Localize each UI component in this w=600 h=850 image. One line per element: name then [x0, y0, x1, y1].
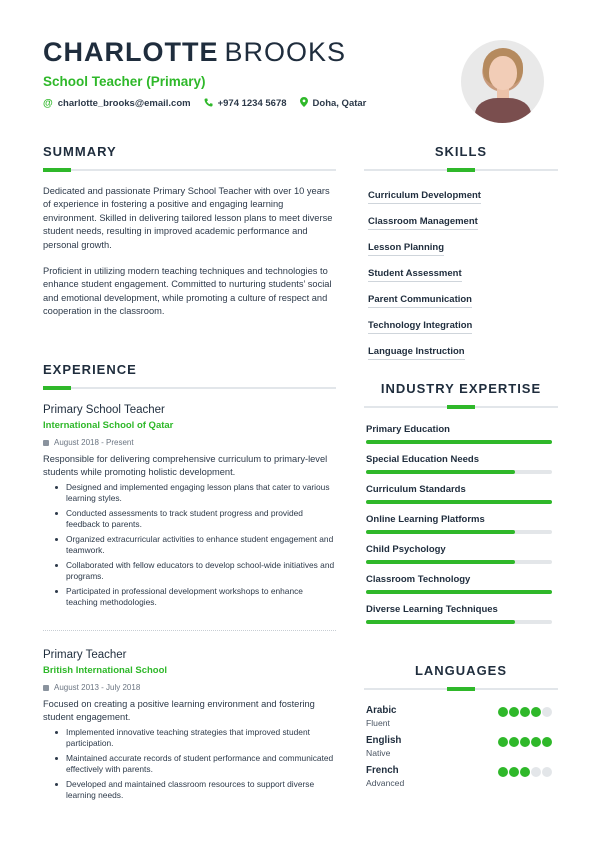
skill-item: Technology Integration — [368, 315, 558, 341]
skills-title: SKILLS — [434, 144, 488, 159]
skill-item: Classroom Management — [368, 211, 558, 237]
language-name: Arabic — [366, 705, 397, 716]
languages-list — [364, 705, 558, 788]
job-title: Primary School Teacher — [43, 404, 165, 416]
expertise-item — [366, 514, 558, 534]
skill-item: Student Assessment — [368, 263, 558, 289]
expertise-name: Online Learning Platforms — [366, 514, 485, 525]
expertise-title: INDUSTRY EXPERTISE — [380, 381, 542, 396]
expertise-item — [366, 604, 558, 624]
expertise-bar — [366, 590, 552, 594]
expertise-name: Curriculum Standards — [366, 484, 466, 495]
phone-icon — [204, 98, 213, 110]
summary-title: SUMMARY — [43, 144, 117, 159]
expertise-bar — [366, 500, 552, 504]
expertise-item — [366, 424, 558, 444]
language-info — [366, 735, 401, 758]
expertise-name: Child Psychology — [366, 544, 446, 555]
skill-item: Lesson Planning — [368, 237, 558, 263]
job-bullets — [43, 482, 336, 608]
rating-dot — [498, 737, 508, 747]
language-name: French — [366, 765, 399, 776]
skills-list — [364, 185, 558, 367]
language-level: Fluent — [366, 718, 390, 728]
rating-dot — [542, 737, 552, 747]
summary-divider — [43, 169, 336, 171]
expertise-bar — [366, 560, 552, 564]
language-item — [366, 705, 558, 728]
summary-section — [43, 144, 336, 319]
rating-dot — [520, 707, 530, 717]
job-entry — [43, 649, 336, 801]
first-name: CHARLOTTE — [43, 37, 219, 67]
job-bullet: Designed and implemented engaging lesson plans that cater to various learning styles. — [53, 482, 336, 504]
language-level: Advanced — [366, 778, 405, 788]
skills-divider — [364, 169, 558, 171]
calendar-icon — [43, 685, 49, 691]
skill-item: Curriculum Development — [368, 185, 558, 211]
location-contact — [300, 97, 367, 110]
job-bullet: Organized extracurricular activities to enhance student engagement and teamwork. — [53, 534, 336, 556]
expertise-list — [364, 424, 558, 624]
pin-icon — [300, 97, 308, 110]
rating-dot — [509, 767, 519, 777]
calendar-icon — [43, 440, 49, 446]
experience-divider — [43, 387, 336, 389]
expertise-item — [366, 484, 558, 504]
language-info — [366, 765, 404, 788]
rating-dot — [531, 767, 541, 777]
expertise-bar-fill — [366, 440, 552, 444]
rating-dot — [520, 767, 530, 777]
candidate-name — [43, 36, 463, 68]
skills-section — [364, 144, 558, 367]
rating-dot — [531, 707, 541, 717]
expertise-section — [364, 381, 558, 634]
rating-dot — [542, 767, 552, 777]
resume-header — [43, 36, 463, 110]
experience-title: EXPERIENCE — [43, 362, 137, 377]
expertise-divider — [364, 406, 558, 408]
job-dates: August 2013 - July 2018 — [43, 683, 336, 692]
expertise-name: Classroom Technology — [366, 574, 471, 585]
languages-divider — [364, 688, 558, 690]
job-role: School Teacher (Primary) — [43, 74, 206, 89]
language-rating — [497, 707, 552, 728]
contact-info — [43, 97, 463, 110]
email-contact[interactable] — [43, 97, 191, 110]
expertise-item — [366, 574, 558, 594]
phone-contact[interactable] — [204, 97, 287, 110]
languages-title: LANGUAGES — [414, 663, 508, 678]
language-rating — [497, 737, 552, 758]
rating-dot — [498, 707, 508, 717]
phone-text: +974 1234 5678 — [217, 98, 287, 109]
expertise-bar-fill — [366, 560, 515, 564]
expertise-bar — [366, 470, 552, 474]
photo-face — [489, 56, 517, 90]
job-bullet: Participated in professional development workshops to enhance teaching methodologies. — [53, 586, 336, 608]
language-item — [366, 735, 558, 758]
job-bullets — [43, 727, 336, 801]
job-entry — [43, 404, 336, 608]
expertise-bar-fill — [366, 590, 552, 594]
photo-shirt — [475, 98, 531, 123]
expertise-bar — [366, 620, 552, 624]
language-info — [366, 705, 397, 728]
language-rating — [497, 767, 552, 788]
job-company: International School of Qatar — [43, 420, 174, 431]
expertise-bar-fill — [366, 530, 515, 534]
job-title: Primary Teacher — [43, 649, 127, 661]
job-bullet: Developed and maintained classroom resources to support diverse learning needs. — [53, 779, 336, 801]
job-separator — [43, 630, 336, 631]
job-bullet: Maintained accurate records of student performance and communicated effectively with parents. — [53, 753, 336, 775]
at-icon: @ — [43, 98, 53, 109]
expertise-name: Special Education Needs — [366, 454, 479, 465]
languages-section — [364, 663, 558, 795]
job-bullet: Implemented innovative teaching strategies that improved student participation. — [53, 727, 336, 749]
skill-item: Language Instruction — [368, 341, 558, 367]
expertise-bar — [366, 530, 552, 534]
expertise-item — [366, 454, 558, 474]
email-text: charlotte_brooks@email.com — [57, 98, 191, 109]
job-bullet: Collaborated with fellow educators to develop school-wide initiatives and programs. — [53, 560, 336, 582]
expertise-bar-fill — [366, 470, 515, 474]
rating-dot — [498, 767, 508, 777]
expertise-item — [366, 544, 558, 564]
experience-section — [43, 362, 336, 805]
location-text: Doha, Qatar — [312, 98, 367, 109]
expertise-bar-fill — [366, 500, 552, 504]
expertise-bar-fill — [366, 620, 515, 624]
rating-dot — [531, 737, 541, 747]
language-name: English — [366, 735, 402, 746]
job-company: British International School — [43, 665, 168, 676]
expertise-name: Primary Education — [366, 424, 450, 435]
expertise-bar — [366, 440, 552, 444]
last-name: BROOKS — [224, 37, 347, 67]
job-description: Focused on creating a positive learning environment and fostering student engagement. — [43, 699, 315, 722]
summary-paragraph-2: Proficient in utilizing modern teaching techniques and technologies to enhance student engagement. Committed to nurturing students’ social and emotional development, while promoting a culture of respect and cooperation in the classroom. — [43, 266, 332, 317]
rating-dot — [542, 707, 552, 717]
job-bullet: Conducted assessments to track student progress and provided feedback to parents. — [53, 508, 336, 530]
skill-item: Parent Communication — [368, 289, 558, 315]
summary-paragraph-1: Dedicated and passionate Primary School Teacher with over 10 years of experience in fostering a positive and engaging learning environment. Skilled in delivering tailored lesson plans to meet diverse student needs, resulting in improved academic performance and personal growth. — [43, 186, 333, 250]
language-item — [366, 765, 558, 788]
rating-dot — [520, 737, 530, 747]
expertise-name: Diverse Learning Techniques — [366, 604, 498, 615]
language-level: Native — [366, 748, 391, 758]
rating-dot — [509, 707, 519, 717]
rating-dot — [509, 737, 519, 747]
profile-photo — [461, 40, 544, 123]
job-dates: August 2018 - Present — [43, 438, 336, 447]
job-description: Responsible for delivering comprehensive curriculum to primary-level students while promoting holistic development. — [43, 454, 328, 477]
